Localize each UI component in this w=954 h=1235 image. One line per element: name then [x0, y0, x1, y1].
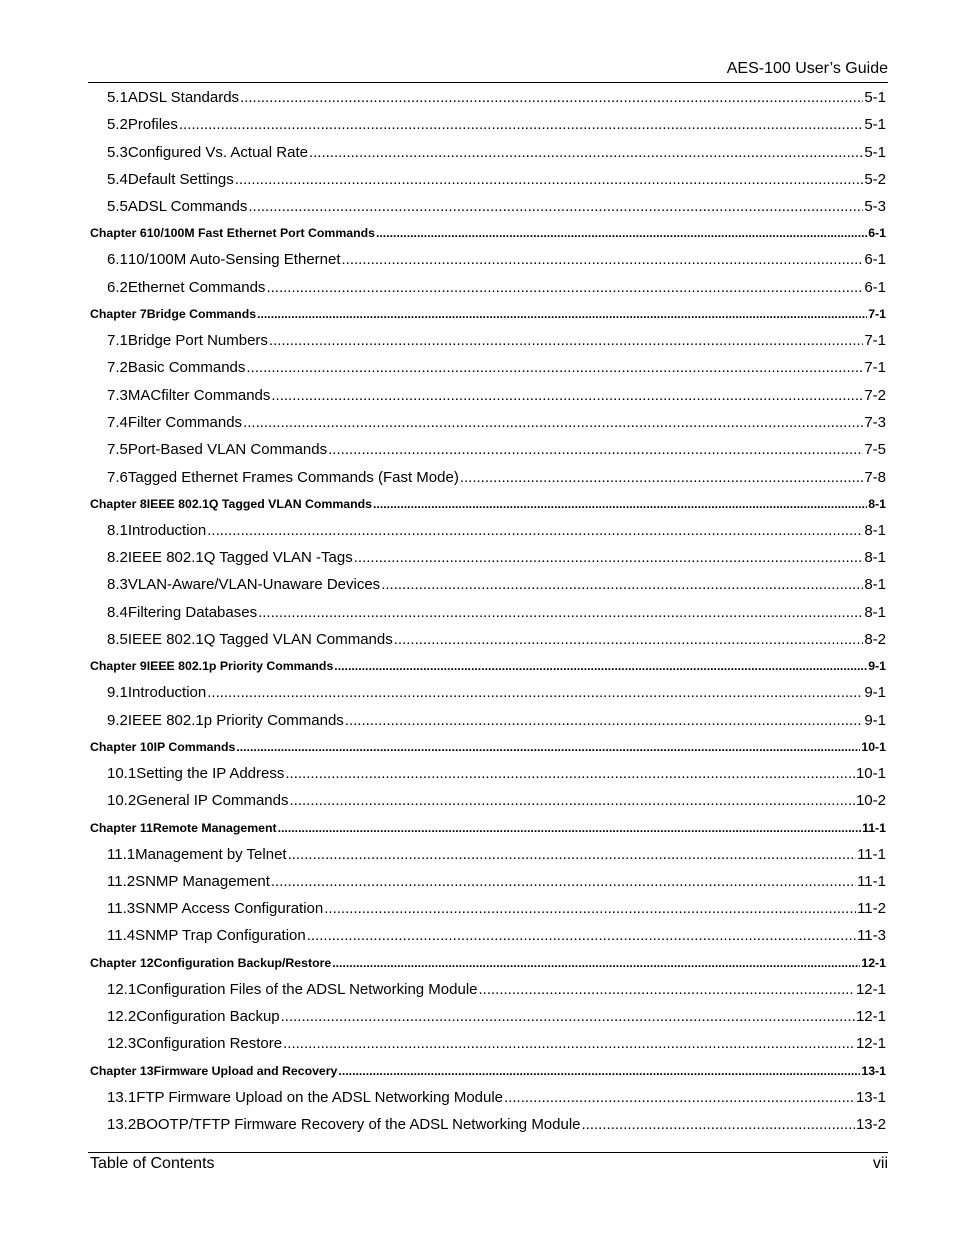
entry-number: 6.1: [107, 251, 128, 269]
entry-number: 11.2: [107, 872, 136, 890]
entry-page-number: 5-1: [864, 116, 886, 134]
entry-number: 7.2: [107, 359, 128, 377]
toc-section-entry[interactable]: [90, 166, 886, 193]
entry-page-number: 5-1: [864, 89, 886, 106]
page-footer: [88, 1152, 888, 1177]
entry-title: Firmware Upload and Recovery: [153, 1063, 338, 1078]
leader-dots: [271, 382, 863, 409]
entry-page-number: 5-2: [864, 170, 886, 188]
leader-dots: [271, 868, 856, 895]
toc-chapter-entry[interactable]: [90, 734, 886, 760]
leader-dots: [207, 679, 863, 706]
leader-dots: [373, 491, 867, 517]
entry-title: Setting the IP Address: [136, 764, 285, 782]
entry-page-number: 10-1: [861, 739, 886, 754]
entry-page-number: 11-1: [862, 820, 886, 835]
entry-page-number: 8-1: [864, 549, 886, 567]
entry-page-number: 9-1: [864, 711, 886, 729]
entry-title: ADSL Commands: [127, 198, 248, 216]
entry-page-number: 12-1: [855, 1008, 886, 1026]
entry-title: IEEE 802.1Q Tagged VLAN Commands: [127, 631, 393, 649]
leader-dots: [309, 139, 863, 166]
page-header: [88, 58, 888, 83]
leader-dots: [354, 544, 864, 571]
entry-number: Chapter 9: [90, 659, 147, 674]
entry-page-number: 8-1: [864, 576, 886, 594]
toc-chapter-entry[interactable]: [90, 653, 886, 679]
leader-dots: [479, 976, 855, 1003]
entry-page-number: 7-5: [864, 441, 886, 459]
entry-number: Chapter 6: [90, 226, 147, 241]
toc-section-entry[interactable]: [90, 760, 886, 787]
entry-page-number: 9-1: [864, 684, 886, 702]
leader-dots: [235, 166, 864, 193]
leader-dots: [334, 653, 867, 679]
entry-number: Chapter 12: [90, 955, 154, 970]
toc-section-entry[interactable]: [90, 1030, 886, 1057]
entry-title: Configuration Backup/Restore: [153, 955, 332, 970]
leader-dots: [207, 517, 863, 544]
leader-dots: [246, 354, 863, 381]
entry-title: Configuration Restore: [136, 1035, 283, 1053]
entry-title: Basic Commands: [127, 359, 246, 377]
entry-title: IEEE 802.1Q Tagged VLAN Commands: [146, 496, 372, 511]
entry-number: 7.3: [107, 386, 128, 404]
leader-dots: [504, 1084, 855, 1111]
leader-dots: [381, 571, 863, 598]
toc-chapter-entry[interactable]: [90, 301, 886, 327]
toc-section-entry[interactable]: [90, 1084, 886, 1111]
entry-page-number: 9-1: [868, 659, 886, 674]
toc-chapter-entry[interactable]: [90, 815, 886, 841]
entry-title: General IP Commands: [136, 792, 289, 810]
entry-title: ADSL Standards: [127, 89, 240, 106]
entry-number: 7.6: [107, 468, 128, 486]
leader-dots: [269, 327, 863, 354]
entry-title: Filtering Databases: [127, 603, 258, 621]
entry-page-number: 6-1: [864, 251, 886, 269]
entry-title: BOOTP/TFTP Firmware Recovery of the ADSL Networking Module: [136, 1115, 581, 1133]
entry-number: 12.1: [107, 980, 137, 998]
entry-page-number: 12-1: [855, 1035, 886, 1053]
entry-title: SNMP Trap Configuration: [135, 927, 306, 945]
entry-page-number: 11-1: [857, 872, 886, 890]
toc-section-entry[interactable]: [90, 409, 886, 436]
entry-title: Profiles: [127, 116, 178, 134]
entry-number: 10.2: [107, 792, 137, 810]
toc-section-entry[interactable]: [90, 544, 886, 571]
leader-dots: [460, 464, 863, 491]
entry-title: MACfilter Commands: [127, 386, 271, 404]
entry-number: Chapter 7: [90, 307, 147, 322]
entry-number: 11.3: [107, 900, 136, 918]
entry-title: IEEE 802.1p Priority Commands: [127, 711, 344, 729]
entry-page-number: 11-2: [857, 900, 886, 918]
entry-title: VLAN-Aware/VLAN-Unaware Devices: [127, 576, 381, 594]
leader-dots: [283, 1030, 855, 1057]
toc-section-entry[interactable]: [90, 517, 886, 544]
toc-section-entry[interactable]: [90, 464, 886, 491]
entry-page-number: 7-1: [864, 332, 886, 350]
toc-section-entry[interactable]: [90, 193, 886, 220]
toc-section-entry[interactable]: [90, 436, 886, 463]
entry-number: 5.4: [107, 170, 128, 188]
entry-page-number: 13-1: [861, 1063, 886, 1078]
leader-dots: [285, 760, 855, 787]
toc-section-entry[interactable]: [90, 626, 886, 653]
entry-number: 7.4: [107, 413, 128, 431]
entry-page-number: 5-1: [864, 143, 886, 161]
entry-number: 12.2: [107, 1008, 137, 1026]
toc-section-entry[interactable]: [90, 111, 886, 138]
entry-title: Port-Based VLAN Commands: [127, 441, 328, 459]
entry-title: Tagged Ethernet Frames Commands (Fast Mode): [127, 468, 459, 486]
entry-number: 8.5: [107, 631, 128, 649]
entry-number: Chapter 10: [90, 739, 154, 754]
leader-dots: [257, 301, 867, 327]
entry-page-number: 6-1: [868, 226, 886, 241]
entry-page-number: 7-8: [864, 468, 886, 486]
toc-section-entry[interactable]: [90, 327, 886, 354]
leader-dots: [288, 841, 856, 868]
entry-page-number: 5-3: [864, 198, 886, 216]
entry-number: 13.2: [107, 1115, 137, 1133]
entry-number: 13.1: [107, 1088, 137, 1106]
leader-dots: [179, 111, 863, 138]
toc-section-entry[interactable]: [90, 895, 886, 922]
toc-section-entry[interactable]: [90, 382, 886, 409]
entry-number: 5.1: [107, 89, 128, 106]
leader-dots: [266, 274, 863, 301]
entry-title: Introduction: [127, 684, 207, 702]
entry-page-number: 8-1: [864, 521, 886, 539]
toc-section-entry[interactable]: [90, 1003, 886, 1030]
entry-number: 8.1: [107, 521, 128, 539]
toc-section-entry[interactable]: [90, 922, 886, 949]
entry-title: IEEE 802.1p Priority Commands: [146, 659, 334, 674]
entry-title: Bridge Commands: [146, 307, 257, 322]
entry-page-number: 10-1: [855, 764, 886, 782]
table-of-contents: [90, 84, 886, 1138]
entry-page-number: 7-1: [868, 307, 886, 322]
toc-section-entry[interactable]: [90, 599, 886, 626]
entry-title: IP Commands: [153, 739, 236, 754]
entry-title: 10/100M Fast Ethernet Port Commands: [146, 226, 375, 241]
toc-chapter-entry[interactable]: [90, 950, 886, 976]
toc-section-entry[interactable]: [90, 976, 886, 1003]
toc-chapter-entry[interactable]: [90, 220, 886, 246]
entry-number: 9.2: [107, 711, 128, 729]
footer-page-number: vii: [872, 1155, 888, 1172]
entry-number: 5.3: [107, 143, 128, 161]
leader-dots: [243, 409, 863, 436]
entry-page-number: 13-2: [855, 1115, 886, 1133]
entry-title: Ethernet Commands: [127, 278, 266, 296]
entry-number: Chapter 11: [90, 820, 153, 835]
entry-page-number: 11-3: [857, 927, 886, 945]
entry-title: Management by Telnet: [135, 845, 287, 863]
document-title: AES-100 User’s Guide: [726, 60, 888, 77]
toc-section-entry[interactable]: [90, 707, 886, 734]
leader-dots: [345, 707, 864, 734]
entry-page-number: 6-1: [864, 278, 886, 296]
entry-number: 11.4: [107, 927, 136, 945]
entry-title: Configuration Backup: [136, 1008, 280, 1026]
entry-title: 10/100M Auto-Sensing Ethernet: [127, 251, 341, 269]
entry-title: SNMP Access Configuration: [135, 900, 324, 918]
entry-page-number: 13-1: [855, 1088, 886, 1106]
toc-section-entry[interactable]: [90, 868, 886, 895]
leader-dots: [328, 436, 863, 463]
entry-title: Default Settings: [127, 170, 234, 188]
entry-number: 8.4: [107, 603, 128, 621]
entry-page-number: 12-1: [861, 955, 886, 970]
entry-number: 8.2: [107, 549, 128, 567]
entry-number: 5.5: [107, 198, 128, 216]
leader-dots: [258, 599, 863, 626]
entry-title: Bridge Port Numbers: [127, 332, 268, 350]
leader-dots: [338, 1058, 860, 1084]
toc-section-entry[interactable]: [90, 679, 886, 706]
leader-dots: [281, 1003, 855, 1030]
entry-page-number: 8-1: [868, 496, 886, 511]
leader-dots: [324, 895, 856, 922]
entry-title: Filter Commands: [127, 413, 243, 431]
entry-number: 7.5: [107, 441, 128, 459]
entry-number: 8.3: [107, 576, 128, 594]
entry-page-number: 8-1: [864, 603, 886, 621]
toc-section-entry[interactable]: [90, 571, 886, 598]
leader-dots: [394, 626, 864, 653]
entry-title: Configured Vs. Actual Rate: [127, 143, 308, 161]
entry-page-number: 8-2: [864, 631, 886, 649]
toc-section-entry[interactable]: [90, 84, 886, 111]
leader-dots: [332, 950, 860, 976]
entry-number: Chapter 13: [90, 1063, 154, 1078]
leader-dots: [342, 246, 864, 273]
entry-title: FTP Firmware Upload on the ADSL Networking Module: [136, 1088, 504, 1106]
toc-chapter-entry[interactable]: [90, 491, 886, 517]
entry-page-number: 12-1: [855, 980, 886, 998]
entry-number: 11.1: [107, 845, 136, 863]
toc-chapter-entry[interactable]: [90, 1058, 886, 1084]
leader-dots: [290, 787, 855, 814]
entry-page-number: 7-2: [864, 386, 886, 404]
toc-section-entry[interactable]: [90, 354, 886, 381]
leader-dots: [278, 815, 861, 841]
entry-page-number: 11-1: [857, 845, 886, 863]
leader-dots: [307, 922, 856, 949]
entry-number: 5.2: [107, 116, 128, 134]
leader-dots: [236, 734, 860, 760]
entry-number: 6.2: [107, 278, 128, 296]
leader-dots: [582, 1111, 855, 1138]
entry-title: Configuration Files of the ADSL Networking Module: [136, 980, 478, 998]
toc-section-entry[interactable]: [90, 1111, 886, 1138]
entry-page-number: 7-3: [864, 413, 886, 431]
entry-number: 9.1: [107, 684, 128, 702]
toc-section-entry[interactable]: [90, 246, 886, 273]
entry-number: Chapter 8: [90, 496, 147, 511]
toc-section-entry[interactable]: [90, 139, 886, 166]
entry-page-number: 10-2: [855, 792, 886, 810]
toc-section-entry[interactable]: [90, 274, 886, 301]
toc-section-entry[interactable]: [90, 841, 886, 868]
entry-number: 7.1: [107, 332, 128, 350]
entry-number: 12.3: [107, 1035, 137, 1053]
entry-title: Introduction: [127, 521, 207, 539]
leader-dots: [248, 193, 863, 220]
entry-title: Remote Management: [152, 820, 277, 835]
entry-title: IEEE 802.1Q Tagged VLAN -Tags: [127, 549, 353, 567]
leader-dots: [240, 84, 863, 111]
entry-number: 10.1: [107, 764, 137, 782]
footer-section-title: Table of Contents: [90, 1155, 215, 1172]
entry-page-number: 7-1: [864, 359, 886, 377]
leader-dots: [376, 220, 867, 246]
toc-section-entry[interactable]: [90, 787, 886, 814]
entry-title: SNMP Management: [135, 872, 270, 890]
